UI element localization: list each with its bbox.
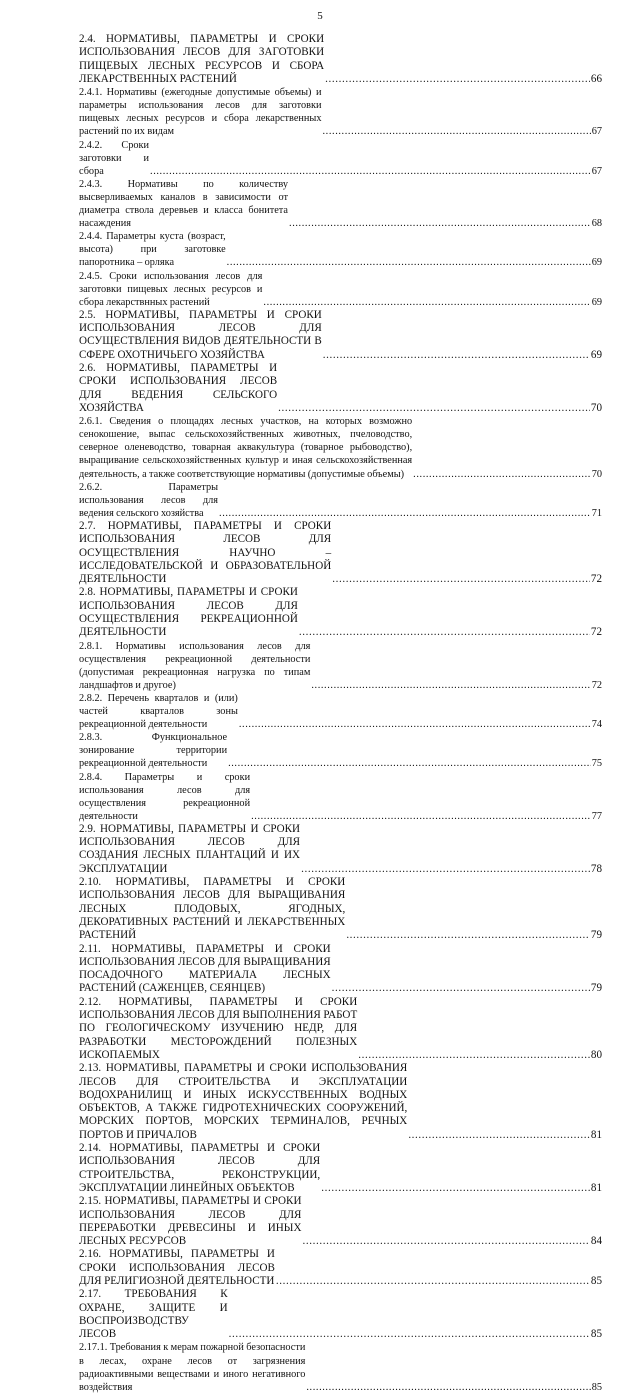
- toc-entry-page: 66: [590, 72, 602, 85]
- toc-entry[interactable]: [79, 33, 602, 86]
- toc-entry-title: 2.13. НОРМАТИВЫ, ПАРАМЕТРЫ И СРОКИ ИСПОЛЬЗОВАНИЯ ЛЕСОВ ДЛЯ СТРОИТЕЛЬСТВА И ЭКСПЛУАТАЦИИ ВОДОХРАНИЛИЩ И ИНЫХ ИСКУССТВЕННЫХ ВОДНЫХ ОБЪЕКТОВ, А ТАКЖЕ ГИДРОТЕХНИЧЕСКИХ СООРУЖЕНИЙ, МОРСКИХ ПОРТОВ, МОРСКИХ ТЕРМИНАЛОВ, РЕЧНЫХ ПОРТОВ И ПРИЧАЛОВ: [79, 1062, 408, 1141]
- toc-entry[interactable]: [79, 640, 602, 692]
- toc-entry-page: 71: [591, 507, 602, 519]
- dot-leader: [311, 679, 590, 692]
- toc-entry-page: 69: [591, 296, 602, 308]
- toc-entry-title: 2.17. ТРЕБОВАНИЯ К ОХРАНЕ, ЗАЩИТЕ И ВОСПРОИЗВОДСТВУ ЛЕСОВ: [79, 1288, 228, 1341]
- dot-leader: [229, 1328, 590, 1341]
- dot-leader: [323, 349, 590, 362]
- toc-entry-title: 2.15. НОРМАТИВЫ, ПАРАМЕТРЫ И СРОКИ ИСПОЛЬЗОВАНИЯ ЛЕСОВ ДЛЯ ПЕРЕРАБОТКИ ДРЕВЕСИНЫ И ИНЫХ ЛЕСНЫХ РЕСУРСОВ: [79, 1195, 302, 1248]
- toc-entry[interactable]: [79, 876, 602, 942]
- toc-entry[interactable]: [79, 178, 602, 230]
- page-number: 5: [317, 10, 323, 22]
- toc-entry-page: 72: [590, 573, 602, 586]
- toc-entry-page: 81: [590, 1181, 602, 1194]
- toc-entry-title: 2.14. НОРМАТИВЫ, ПАРАМЕТРЫ И СРОКИ ИСПОЛЬЗОВАНИЯ ЛЕСОВ ДЛЯ СТРОИТЕЛЬСТВА, РЕКОНСТРУКЦИИ, ЭКСПЛУАТАЦИИ ЛИНЕЙНЫХ ОБЪЕКТОВ: [79, 1142, 321, 1194]
- toc-entry-title: 2.6.2. Параметры использования лесов для ведения сельского хозяйства: [79, 481, 219, 519]
- dot-leader: [219, 507, 591, 520]
- toc-entry-page: 85: [590, 1328, 602, 1341]
- toc-entry[interactable]: [79, 1288, 602, 1341]
- dot-leader: [413, 468, 591, 481]
- toc-entry-page: 85: [591, 1381, 602, 1393]
- toc-entry-title: 2.6. НОРМАТИВЫ, ПАРАМЕТРЫ И СРОКИ ИСПОЛЬЗОВАНИЯ ЛЕСОВ ДЛЯ ВЕДЕНИЯ СЕЛЬСКОГО ХОЗЯЙСТВА: [79, 361, 278, 414]
- toc-entry[interactable]: [79, 1142, 602, 1195]
- dot-leader: [278, 402, 590, 415]
- dot-leader: [227, 256, 591, 269]
- toc-entry-page: 69: [591, 257, 602, 269]
- toc-entry-page: 79: [590, 929, 602, 942]
- toc-entry-page: 67: [591, 126, 602, 138]
- dot-leader: [251, 810, 591, 823]
- toc-entry[interactable]: [79, 362, 602, 415]
- dot-leader: [239, 718, 591, 731]
- dot-leader: [358, 1049, 590, 1062]
- toc-entry-title: 2.8.1. Нормативы использования лесов для осуществления рекреационной деятельности (допустимая рекреационная нагрузка по типам ландшафтов и другое): [79, 640, 311, 691]
- toc-entry-title: 2.8. НОРМАТИВЫ, ПАРАМЕТРЫ И СРОКИ ИСПОЛЬЗОВАНИЯ ЛЕСОВ ДЛЯ ОСУЩЕСТВЛЕНИЯ РЕКРЕАЦИОННОЙ ДЕЯТЕЛЬНОСТИ: [79, 586, 298, 639]
- toc-entry[interactable]: [79, 692, 602, 731]
- dot-leader: [346, 929, 590, 942]
- toc-entry-page: 80: [590, 1048, 602, 1061]
- toc-entry-title: 2.7. НОРМАТИВЫ, ПАРАМЕТРЫ И СРОКИ ИСПОЛЬЗОВАНИЯ ЛЕСОВ ДЛЯ ОСУЩЕСТВЛЕНИЯ НАУЧНО – ИССЛЕДОВАТЕЛЬСКОЙ И ОБРАЗОВАТЕЛЬНОЙ ДЕЯТЕЛЬНОСТИ: [79, 519, 332, 586]
- dot-leader: [301, 863, 590, 876]
- toc-entry[interactable]: [79, 586, 602, 639]
- toc-entry[interactable]: [79, 996, 602, 1062]
- toc-entry-title: 2.4.2. Сроки заготовки и сбора: [79, 139, 150, 177]
- dot-leader: [306, 1381, 590, 1394]
- toc-entry[interactable]: [79, 731, 602, 770]
- table-of-contents: [79, 33, 602, 1394]
- toc-entry-page: 74: [591, 719, 602, 731]
- toc-entry-page: 72: [590, 626, 602, 639]
- dot-leader: [228, 757, 591, 770]
- dot-leader: [276, 1275, 590, 1288]
- toc-entry-title: 2.12. НОРМАТИВЫ, ПАРАМЕТРЫ И СРОКИ ИСПОЛЬЗОВАНИЯ ЛЕСОВ ДЛЯ ВЫПОЛНЕНИЯ РАБОТ ПО ГЕОЛОГИЧЕСКОМУ ИЗУЧЕНИЮ НЕДР, ДЛЯ РАЗРАБОТКИ МЕСТОРОЖДЕНИЙ ПОЛЕЗНЫХ ИСКОПАЕМЫХ: [79, 995, 358, 1061]
- toc-entry-title: 2.16. НОРМАТИВЫ, ПАРАМЕТРЫ И СРОКИ ИСПОЛЬЗОВАНИЯ ЛЕСОВ ДЛЯ РЕЛИГИОЗНОЙ ДЕЯТЕЛЬНОСТИ: [79, 1248, 275, 1287]
- dot-leader: [321, 1182, 590, 1195]
- toc-entry[interactable]: [79, 1062, 602, 1142]
- toc-entry-title: 2.4.1. Нормативы (ежегодные допустимые объемы) и параметры использования лесов для заготовки пищевых лесных ресурсов и сбора лекарственных растений по их видам: [79, 87, 322, 138]
- toc-entry-page: 77: [591, 810, 602, 822]
- toc-entry[interactable]: [79, 139, 602, 178]
- toc-entry[interactable]: [79, 1195, 602, 1248]
- toc-entry[interactable]: [79, 823, 602, 876]
- toc-entry-title: 2.8.3. Функциональное зонирование территории рекреационной деятельности: [79, 732, 228, 770]
- toc-entry-page: 81: [590, 1128, 602, 1141]
- toc-entry-page: 72: [591, 679, 602, 691]
- toc-entry-page: 84: [590, 1235, 602, 1248]
- toc-entry-title: 2.5. НОРМАТИВЫ, ПАРАМЕТРЫ И СРОКИ ИСПОЛЬЗОВАНИЯ ЛЕСОВ ДЛЯ ОСУЩЕСТВЛЕНИЯ ВИДОВ ДЕЯТЕЛЬНОСТИ В СФЕРЕ ОХОТНИЧЬЕГО ХОЗЯЙСТВА: [79, 308, 322, 361]
- dot-leader: [289, 217, 591, 230]
- toc-entry-title: 2.4. НОРМАТИВЫ, ПАРАМЕТРЫ И СРОКИ ИСПОЛЬЗОВАНИЯ ЛЕСОВ ДЛЯ ЗАГОТОВКИ ПИЩЕВЫХ ЛЕСНЫХ РЕСУРСОВ И СБОРА ЛЕКАРСТВЕННЫХ РАСТЕНИЙ: [79, 33, 325, 85]
- dot-leader: [299, 626, 590, 639]
- toc-entry-page: 78: [590, 862, 602, 875]
- dot-leader: [263, 296, 590, 309]
- toc-entry-page: 85: [590, 1274, 602, 1287]
- toc-entry[interactable]: [79, 481, 602, 520]
- toc-entry[interactable]: [79, 86, 602, 138]
- toc-entry-page: 67: [591, 165, 602, 177]
- toc-entry[interactable]: [79, 943, 602, 996]
- toc-entry[interactable]: [79, 1248, 602, 1288]
- toc-entry-page: 75: [591, 758, 602, 770]
- toc-entry[interactable]: [79, 520, 602, 586]
- toc-entry-title: 2.4.4. Параметры куста (возраст, высота) при заготовке папоротника – орляка: [79, 231, 226, 269]
- toc-entry-title: 2.4.3. Нормативы по количеству высверливаемых каналов в зависимости от диаметра ствола деревьев и класса бонитета насаждения: [79, 178, 289, 230]
- toc-entry-page: 68: [591, 218, 602, 230]
- toc-entry-title: 2.9. НОРМАТИВЫ, ПАРАМЕТРЫ И СРОКИ ИСПОЛЬЗОВАНИЯ ЛЕСОВ ДЛЯ СОЗДАНИЯ ЛЕСНЫХ ПЛАНТАЦИЙ И ИХ ЭКСПЛУАТАЦИИ: [79, 822, 301, 875]
- toc-entry-title: 2.10. НОРМАТИВЫ, ПАРАМЕТРЫ И СРОКИ ИСПОЛЬЗОВАНИЯ ЛЕСОВ ДЛЯ ВЫРАЩИВАНИЯ ЛЕСНЫХ ПЛОДОВЫХ, ЯГОДНЫХ, ДЕКОРАТИВНЫХ РАСТЕНИЙ И ЛЕКАРСТВЕННЫХ РАСТЕНИЙ: [79, 876, 346, 942]
- toc-entry[interactable]: [79, 230, 602, 269]
- toc-entry-title: 2.6.1. Сведения о площадях лесных участков, на которых возможно сенокошение, выпас сельскохозяйственных животных, пчеловодство, северное оленеводство, товарная аквакультура (товарное рыбоводство), выращивание сельскохозяйственных культур и иная сельскохозяйственная деятельность, а также соответствующие нормативы (допустимые объемы): [79, 416, 413, 480]
- toc-entry-title: 2.4.5. Сроки использования лесов для заготовки пищевых лесных ресурсов и сбора лекарствнных растений: [79, 270, 263, 308]
- dot-leader: [325, 73, 590, 86]
- toc-entry[interactable]: [79, 415, 602, 480]
- toc-entry[interactable]: [79, 771, 602, 823]
- toc-entry-title: 2.8.4. Параметры и сроки использования лесов для осуществления рекреационной деятельности: [79, 771, 251, 822]
- toc-entry-page: 69: [590, 348, 602, 361]
- toc-entry[interactable]: [79, 1341, 602, 1393]
- dot-leader: [408, 1129, 590, 1142]
- toc-entry[interactable]: [79, 309, 602, 362]
- toc-entry-page: 79: [590, 982, 602, 995]
- dot-leader: [323, 125, 591, 138]
- toc-entry-title: 2.17.1. Требования к мерам пожарной безопасности в лесах, охране лесов от загрязнения радиоактивными веществами и иного негативного воздействия: [79, 1342, 306, 1393]
- dot-leader: [150, 165, 591, 178]
- dot-leader: [302, 1235, 589, 1248]
- dot-leader: [332, 982, 590, 995]
- toc-entry-page: 70: [590, 401, 602, 414]
- toc-entry-page: 70: [591, 468, 602, 480]
- toc-entry-title: 2.8.2. Перечень кварталов и (или) частей кварталов зоны рекреационной деятельности: [79, 692, 238, 731]
- dot-leader: [332, 573, 590, 586]
- toc-entry[interactable]: [79, 270, 602, 309]
- toc-entry-title: 2.11. НОРМАТИВЫ, ПАРАМЕТРЫ И СРОКИ ИСПОЛЬЗОВАНИЯ ЛЕСОВ ДЛЯ ВЫРАЩИВАНИЯ ПОСАДОЧНОГО МАТЕРИАЛА ЛЕСНЫХ РАСТЕНИЙ (САЖЕНЦЕВ, СЕЯНЦЕВ): [79, 942, 331, 995]
